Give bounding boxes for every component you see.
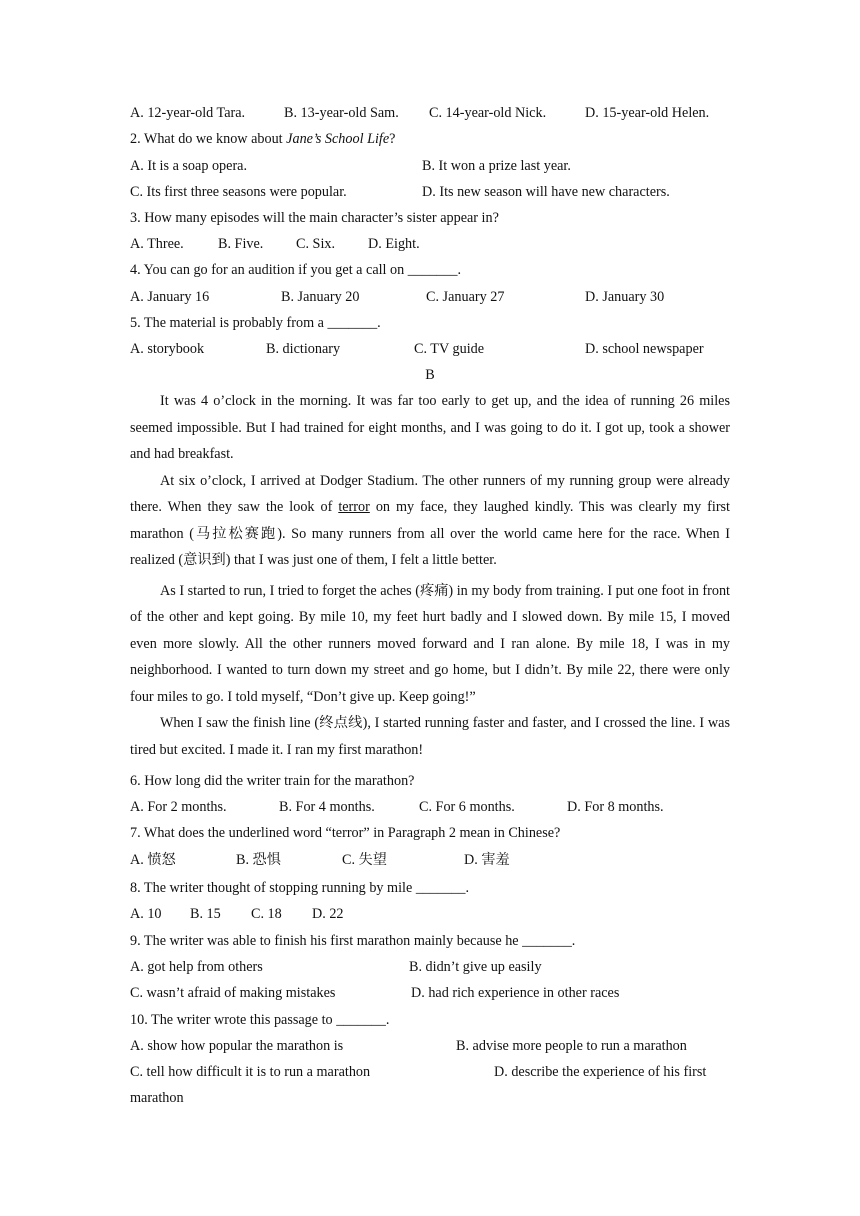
passage-paragraph-2 xyxy=(130,468,730,574)
q2-stem-suffix: ? xyxy=(389,131,396,147)
q9-option-c: C. wasn’t afraid of making mistakes xyxy=(130,985,336,1001)
q5-stem: 5. The material is probably from a _______. xyxy=(130,315,381,331)
q8-option-a: A. 10 xyxy=(130,906,162,922)
q8-option-c: C. 18 xyxy=(251,906,282,922)
q1-option-c: C. 14-year-old Nick. xyxy=(429,105,547,121)
q4-option-a: A. January 16 xyxy=(130,289,210,305)
q9-option-a: A. got help from others xyxy=(130,959,263,975)
q1-option-b: B. 13-year-old Sam. xyxy=(284,105,399,121)
q2-option-b: B. It won a prize last year. xyxy=(422,158,571,174)
q8-stem: 8. The writer thought of stopping running by mile _______. xyxy=(130,880,470,896)
q10-option-c: C. tell how difficult it is to run a marathon xyxy=(130,1064,371,1080)
q10-option-a: A. show how popular the marathon is xyxy=(130,1038,344,1054)
q3-option-b: B. Five. xyxy=(218,236,264,252)
q9-option-b: B. didn’t give up easily xyxy=(409,959,542,975)
q7-option-a: A. 愤怒 xyxy=(130,852,176,868)
q4-option-c: C. January 27 xyxy=(426,289,505,305)
q5-option-d: D. school newspaper xyxy=(585,341,704,357)
passage xyxy=(130,388,730,763)
q7-option-d: D. 害羞 xyxy=(464,852,510,868)
q10-stem: 10. The writer wrote this passage to _______. xyxy=(130,1012,390,1028)
q4-stem: 4. You can go for an audition if you get a call on _______. xyxy=(130,262,461,278)
q1-option-d: D. 15-year-old Helen. xyxy=(585,105,710,121)
passage-p2-before: At six o’clock, I arrived at Dodger Stadium. The other runners of my running group were already there. When they saw the look of xyxy=(130,472,730,515)
passage-paragraph-3: As I started to run, I tried to forget the aches (疼痛) in my body from training. I put one foot in front of the other and kept going. By mile 10, my feet hurt badly and I slowed down. By mile 15, I moved even more slowly. All the other runners moved forward and I ran alone. By mile 18, I was in my neighborhood. I wanted to turn down my street and go home, but I didn’t. By mile 22, there were only four miles to go. I told myself, “Don’t give up. Keep going!” xyxy=(130,582,730,705)
q2-option-c: C. Its first three seasons were popular. xyxy=(130,184,347,200)
passage-p2-after: on my face, they laughed kindly. This was clearly my first marathon (马拉松赛跑). So many runners from all over the world came here for the race. When I realized (意识到) that I was just one of them, I felt a little better. xyxy=(130,499,731,568)
q5-option-b: B. dictionary xyxy=(266,341,341,357)
q3-option-a: A. Three. xyxy=(130,236,184,252)
q6-option-d: D. For 8 months. xyxy=(567,799,664,815)
underlined-word: terror xyxy=(338,499,370,515)
q3-stem: 3. How many episodes will the main character’s sister appear in? xyxy=(130,210,499,226)
q2-stem-prefix: 2. What do we know about xyxy=(130,131,287,147)
q9-option-d: D. had rich experience in other races xyxy=(411,985,620,1001)
q1-option-a: A. 12-year-old Tara. xyxy=(130,105,246,121)
q6-option-a: A. For 2 months. xyxy=(130,799,227,815)
q5-option-a: A. storybook xyxy=(130,341,205,357)
q2-stem-title: Jane’s School Life xyxy=(286,131,390,147)
q4-option-d: D. January 30 xyxy=(585,289,665,305)
q6-option-c: C. For 6 months. xyxy=(419,799,515,815)
q3-option-d: D. Eight. xyxy=(368,236,420,252)
q10-option-d-wrap: marathon xyxy=(130,1090,184,1106)
q7-option-c: C. 失望 xyxy=(342,852,387,868)
passage-paragraph-1: It was 4 o’clock in the morning. It was far too early to get up, and the idea of running 26 miles seemed impossible. But I had trained for eight months, and I was going to do it. I got up, took a shower and had breakfast. xyxy=(130,393,730,462)
q7-option-b: B. 恐惧 xyxy=(236,852,281,868)
q2-option-d: D. Its new season will have new characters. xyxy=(422,184,670,200)
q10-option-d: D. describe the experience of his first xyxy=(494,1064,707,1080)
q2-stem xyxy=(130,129,395,149)
q6-option-b: B. For 4 months. xyxy=(279,799,375,815)
q4-option-b: B. January 20 xyxy=(281,289,360,305)
q5-option-c: C. TV guide xyxy=(414,341,485,357)
passage-paragraph-4: When I saw the finish line (终点线), I started running faster and faster, and I crossed the line. I was tired but excited. I made it. I ran my first marathon! xyxy=(130,715,730,758)
q2-option-a: A. It is a soap opera. xyxy=(130,158,248,174)
q3-option-c: C. Six. xyxy=(296,236,336,252)
q10-option-b: B. advise more people to run a marathon xyxy=(456,1038,687,1054)
section-heading: B xyxy=(425,367,435,383)
q6-stem: 6. How long did the writer train for the marathon? xyxy=(130,773,415,789)
q8-option-b: B. 15 xyxy=(190,906,221,922)
q9-stem: 9. The writer was able to finish his first marathon mainly because he _______. xyxy=(130,933,576,949)
q7-stem: 7. What does the underlined word “terror” in Paragraph 2 mean in Chinese? xyxy=(130,825,561,841)
q8-option-d: D. 22 xyxy=(312,906,344,922)
